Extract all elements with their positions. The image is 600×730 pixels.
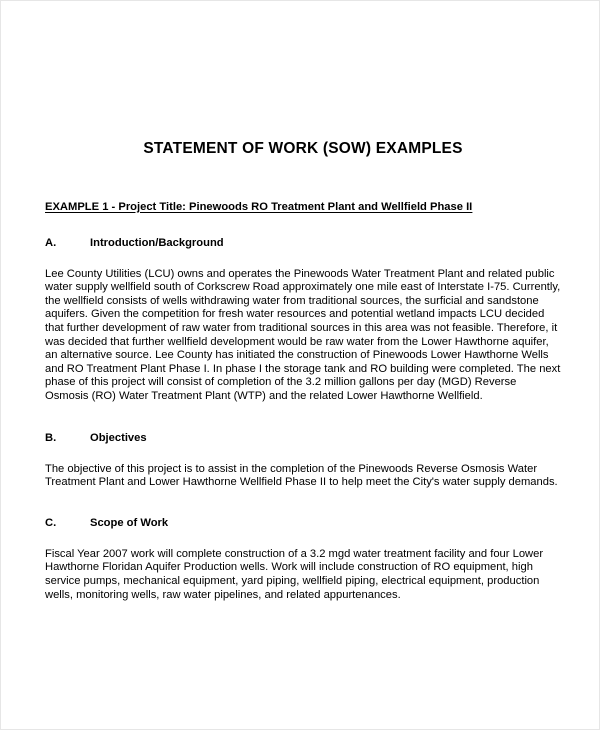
page-title: STATEMENT OF WORK (SOW) EXAMPLES	[143, 140, 463, 157]
document-content	[45, 1, 561, 602]
section-label-a: Introduction/Background	[90, 236, 224, 249]
section-body-c: Fiscal Year 2007 work will complete construction of a 3.2 mgd water treatment facility and four Lower Hawthorne Floridan Aquifer Production wells. Work will include construction of RO equipment, high service pumps, mechanical equipment, yard piping, wellfield piping, electrical equipment, production wells, monitoring wells, raw water pipelines, and related appurtenances.	[45, 547, 544, 601]
section-heading-c	[45, 516, 561, 530]
section-label-b: Objectives	[90, 431, 147, 444]
section-letter-a: A.	[45, 236, 57, 249]
section-label-c: Scope of Work	[90, 516, 169, 529]
section-letter-c: C.	[45, 516, 57, 529]
section-heading-b	[45, 431, 561, 445]
section-body-a: Lee County Utilities (LCU) owns and operates the Pinewoods Water Treatment Plant and related public water supply wellfield south of Corkscrew Road approximately one mile east of Interstate I-75. Currently, the wellfield consists of wells withdrawing water from traditional sources, the surficial and sandstone aquifers. Given the competition for fresh water resources and potential wetland impacts LCU decided that further development of raw water from traditional sources in this area was not feasible. Therefore, it was decided that further wellfield development would be raw water from the Lower Hawthorne aquifer, an alternative source. Lee County has initiated the construction of Pinewoods Lower Hawthorne Wells and RO Treatment Plant Phase I. In phase I the storage tank and RO building were completed. The next phase of this project will consist of completion of the 3.2 million gallons per day (MGD) Reverse Osmosis (RO) Water Treatment Plant (WTP) and the related Lower Hawthorne Wellfield.	[45, 267, 561, 402]
section-body-b: The objective of this project is to assist in the completion of the Pinewoods Reverse Osmosis Water Treatment Plant and Lower Hawthorne Wellfield Phase II to help meet the City's water supply demands.	[45, 462, 558, 489]
example-heading-text: EXAMPLE 1 - Project Title: Pinewoods RO Treatment Plant and Wellfield Phase II	[45, 200, 473, 213]
example-heading	[45, 200, 561, 214]
section-letter-b: B.	[45, 431, 57, 444]
section-heading-a	[45, 236, 561, 250]
